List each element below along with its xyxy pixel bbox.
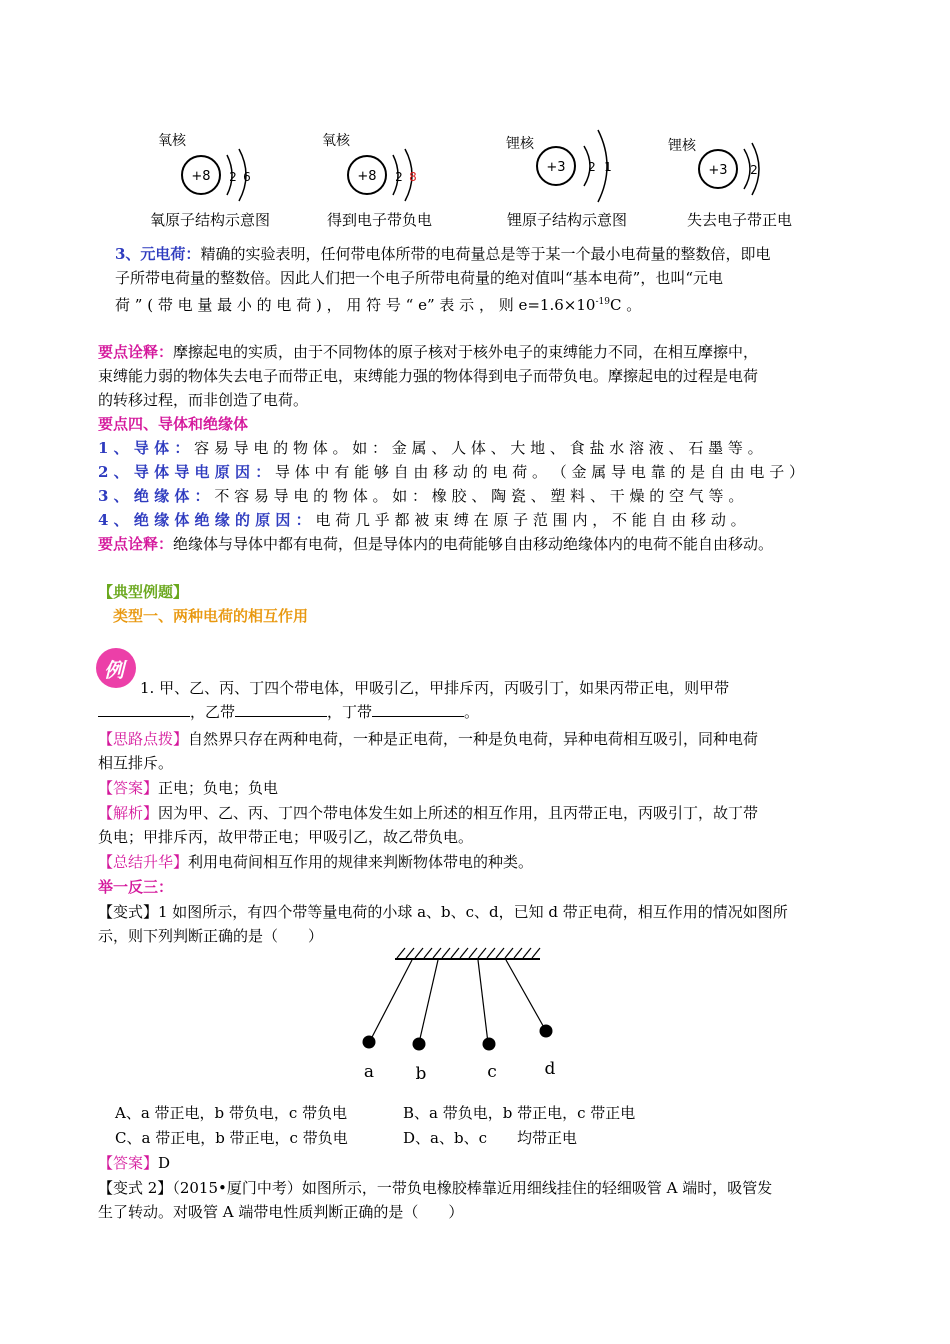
ball-d xyxy=(540,1025,553,1038)
examples-heading: 【典型例题】 xyxy=(98,583,189,601)
answer-1: 【答案】正电；负电；负电 xyxy=(98,779,279,797)
atom-3-shell-2: 1 xyxy=(604,160,612,174)
atom-1-caption: 氧原子结构示意图 xyxy=(150,211,271,229)
atom-2-label: 氧核 xyxy=(322,133,350,149)
option-c[interactable]: C、a 带正电，b 带正电，c 带负电 xyxy=(115,1129,348,1147)
atom-2-caption: 得到电子带负电 xyxy=(327,211,433,229)
atom-2-nucleus: +8 xyxy=(357,169,377,184)
atom-4-label: 锂核 xyxy=(668,138,696,154)
atom-1-shell-1: 2 xyxy=(229,170,237,184)
atom-2-diagram xyxy=(341,145,431,205)
atom-2-shell-1: 2 xyxy=(395,170,403,184)
answer-blank-ding[interactable] xyxy=(372,700,464,717)
section-4-title: 要点四、导体和绝缘体 xyxy=(98,415,249,433)
ball-a-label: a xyxy=(363,1062,375,1082)
variant-1-line-1: 【变式】1 如图所示，有四个带等量电荷的小球 a、b、c、d，已知 d 带正电荷，相互作用的情况如图所 xyxy=(98,903,788,921)
hanging-balls-figure xyxy=(350,945,570,1095)
atom-3-diagram xyxy=(530,128,620,204)
insulator-item: 3 、 绝 缘 体 ： 不 容 易 导 电 的 物 体 。 如 ： 橡 胶 、 陶 瓷 、 塑 料 、 干 燥 的 空 气 等 。 xyxy=(98,487,744,505)
ball-d-label: d xyxy=(544,1059,556,1079)
elementary-charge-title: 3、元电荷： xyxy=(115,245,201,263)
atom-3-caption: 锂原子结构示意图 xyxy=(507,211,628,229)
key-point-line-3: 的转移过程，而非创造了电荷。 xyxy=(98,391,309,409)
question-1-line-1: 1. 甲、乙、丙、丁四个带电体，甲吸引乙，甲排斥丙，丙吸引丁，如果丙带正电，则甲带 xyxy=(140,679,730,697)
option-b[interactable]: B、a 带负电，b 带正电，c 带正电 xyxy=(403,1104,636,1122)
variant-2-line-1: 【变式 2】（2015•厦门中考）如图所示，一带负电橡胶棒靠近用细线挂住的轻细吸管 A 端时，吸管发 xyxy=(98,1179,773,1197)
ball-c-label: c xyxy=(487,1062,497,1082)
ball-b-label: b xyxy=(415,1064,427,1084)
key-point-2: 要点诠释：绝缘体与导体中都有电荷，但是导体内的电荷能够自由移动绝缘体内的电荷不能自由移动。 xyxy=(98,535,774,553)
explanation-line-1: 【解析】因为甲、乙、丙、丁四个带电体发生如上所述的相互作用，且丙带正电，丙吸引丁，故丁带 xyxy=(98,804,759,822)
summary: 【总结升华】利用电荷间相互作用的规律来判断物体带电的种类。 xyxy=(98,853,534,871)
variant-2-line-2: 生了转动。对吸管 A 端带电性质判断正确的是（ ） xyxy=(98,1203,464,1221)
elementary-charge-line-1: 3、元电荷：精确的实验表明，任何带电体所带的电荷量总是等于某一个最小电荷量的整数倍，即电 xyxy=(115,245,771,263)
elementary-charge-line-2: 子所带电荷量的整数倍。因此人们把一个电子所带电荷量的绝对值叫“基本电荷”，也叫“元电 xyxy=(115,269,724,287)
example-badge-icon: 例 xyxy=(96,648,136,688)
atom-1-diagram xyxy=(175,145,265,205)
answer-blank-jia[interactable] xyxy=(98,700,190,717)
variant-1-line-2: 示，则下列判断正确的是（ ） xyxy=(98,927,324,945)
answer-blank-yi[interactable] xyxy=(235,700,327,717)
atom-3-nucleus: +3 xyxy=(546,160,566,175)
atom-4-caption: 失去电子带正电 xyxy=(687,211,793,229)
ball-b xyxy=(413,1038,426,1051)
conductor-item: 1 、 导 体 ： 容 易 导 电 的 物 体 。 如 ： 金 属 、 人 体 、 大 地 、 食 盐 水 溶 液 、 石 墨 等 。 xyxy=(98,439,763,457)
option-d[interactable]: D、a、b、c 均带正电 xyxy=(403,1129,577,1147)
ball-c xyxy=(483,1038,496,1051)
practice-heading: 举一反三： xyxy=(98,878,174,896)
atom-3-label: 锂核 xyxy=(506,136,534,152)
key-point-title: 要点诠释： xyxy=(98,343,174,361)
conductor-reason-item: 2 、 导 体 导 电 原 因 ： 导 体 中 有 能 够 自 由 移 动 的 电 荷 。 （ 金 属 导 电 靠 的 是 自 由 电 子 ） xyxy=(98,463,804,481)
option-a[interactable]: A、a 带正电，b 带负电，c 带负电 xyxy=(115,1104,348,1122)
atom-1-label: 氧核 xyxy=(158,133,186,149)
atom-1-nucleus: +8 xyxy=(191,169,211,184)
atom-2-shell-2: 8 xyxy=(409,170,417,184)
atom-4-diagram xyxy=(692,135,772,205)
insulator-reason-item: 4 、 绝 缘 体 绝 缘 的 原 因 ： 电 荷 几 乎 都 被 束 缚 在 原 子 范 围 内 ， 不 能 自 由 移 动 。 xyxy=(98,511,746,529)
explanation-line-2: 负电；甲排斥丙，故甲带正电；甲吸引乙，故乙带负电。 xyxy=(98,828,474,846)
atom-3-shell-1: 2 xyxy=(588,160,596,174)
question-1-line-2: ，乙带 ，丁带 。 xyxy=(98,700,850,724)
key-point-line-2: 束缚能力弱的物体失去电子而带正电，束缚能力强的物体得到电子而带负电。摩擦起电的过程是电荷 xyxy=(98,367,759,385)
ball-a xyxy=(363,1036,376,1049)
answer-2: 【答案】D xyxy=(98,1154,171,1172)
atom-4-shell-1: 2 xyxy=(750,163,758,177)
atom-1-shell-2: 6 xyxy=(243,170,251,184)
hint-line-2: 相互排斥。 xyxy=(98,754,174,772)
hint-line-1: 【思路点拨】自然界只存在两种电荷，一种是正电荷，一种是负电荷，异种电荷相互吸引，同种电荷 xyxy=(98,730,759,748)
key-point-line-1: 要点诠释：摩擦起电的实质，由于不同物体的原子核对于核外电子的束缚能力不同，在相互摩擦中， xyxy=(98,343,759,361)
type-1-title: 类型一、两种电荷的相互作用 xyxy=(113,607,309,625)
elementary-charge-line-3: 荷 ” ( 带 电 量 最 小 的 电 荷 ) ， 用 符 号 “ e” 表 示 ， 则 $e=1.6\times 10^{-19}C$ 。 xyxy=(115,296,642,314)
atom-4-nucleus: +3 xyxy=(708,163,728,178)
